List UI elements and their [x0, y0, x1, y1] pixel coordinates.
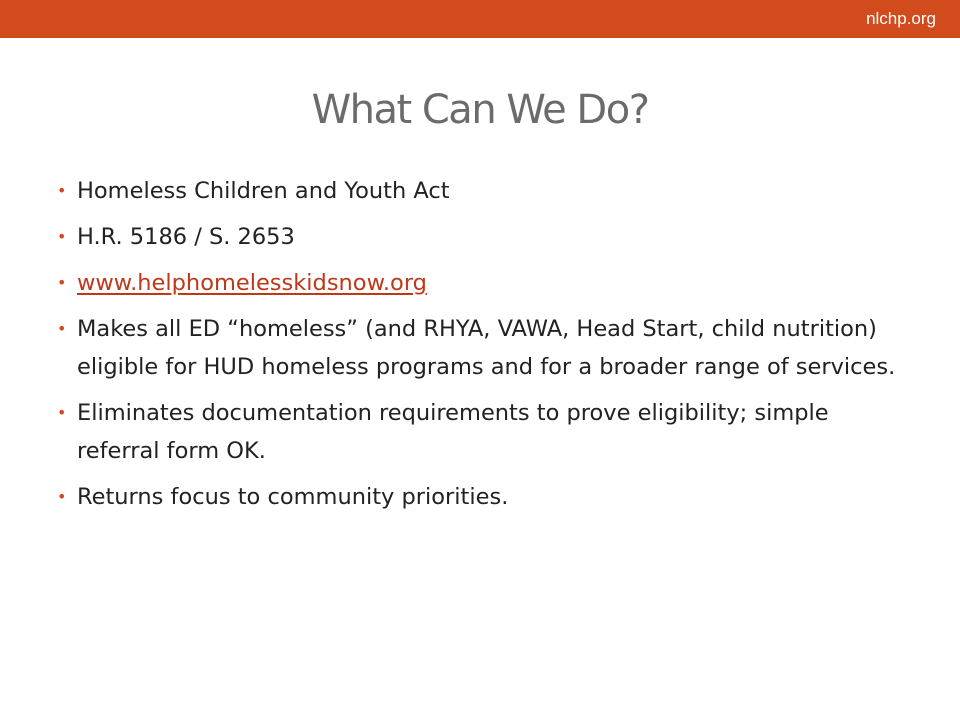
bullet-text: H.R. 5186 / S. 2653	[77, 224, 295, 250]
bullet-dot-icon: •	[57, 227, 67, 246]
website-link[interactable]: www.helphomelesskidsnow.org	[77, 270, 427, 296]
bullet-dot-icon: •	[57, 181, 67, 200]
bullet-text: Returns focus to community priorities.	[77, 484, 509, 510]
bullet-item	[56, 394, 906, 470]
bullet-list	[56, 172, 906, 524]
slide-title: What Can We Do?	[311, 87, 649, 133]
bullet-dot-icon: •	[57, 273, 67, 292]
bullet-dot-icon: •	[57, 403, 67, 422]
site-label: nlchp.org	[866, 9, 936, 28]
bullet-dot-icon: •	[57, 487, 67, 506]
bullet-text: Makes all ED “homeless” (and RHYA, VAWA, Head Start, child nutrition) eligible for HUD homeless programs and for a broader range of services.	[77, 316, 896, 380]
bullet-text: Eliminates documentation requirements to prove eligibility; simple referral form OK.	[77, 400, 829, 464]
bullet-item	[56, 218, 906, 256]
bullet-item	[56, 264, 906, 302]
bullet-item	[56, 478, 906, 516]
bullet-item	[56, 310, 906, 386]
bullet-item	[56, 172, 906, 210]
bullet-text: Homeless Children and Youth Act	[77, 178, 450, 204]
header-bar	[0, 0, 960, 38]
bullet-dot-icon: •	[57, 319, 67, 338]
